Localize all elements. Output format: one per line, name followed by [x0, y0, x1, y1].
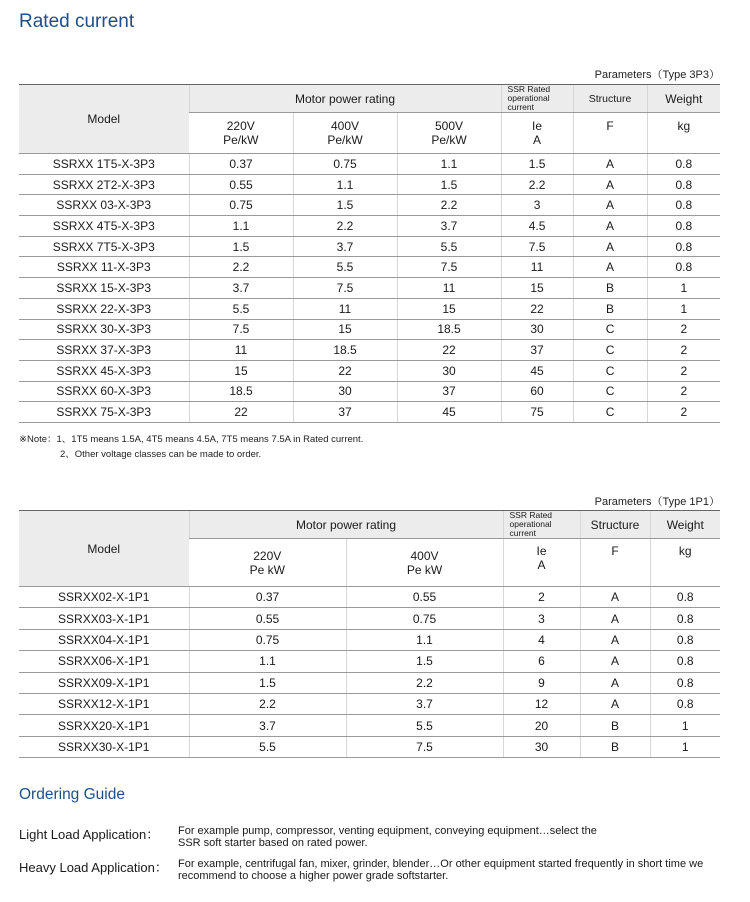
value-cell: 0.8: [647, 236, 720, 257]
structure-header: Structure: [580, 511, 650, 539]
ssr-current-header: SSR Rated operational current: [503, 511, 580, 539]
value-cell: 2.2: [397, 195, 501, 216]
value-cell: 1: [647, 298, 720, 319]
value-cell: 0.8: [647, 174, 720, 195]
value-cell: A: [573, 154, 647, 175]
value-cell: 2: [647, 340, 720, 361]
value-cell: 45: [397, 402, 501, 423]
value-cell: 22: [501, 298, 573, 319]
value-cell: B: [580, 715, 650, 736]
value-cell: A: [580, 651, 650, 672]
table-row: [19, 629, 720, 650]
value-cell: 3: [503, 608, 580, 629]
table-row: [19, 195, 720, 216]
model-cell: SSRXX02-X-1P1: [19, 587, 189, 608]
table-row: [19, 298, 720, 319]
light-load-text: For example pump, compressor, venting equipment, conveying equipment…select the SSR soft starter based on rated power.: [178, 825, 597, 849]
value-cell: 7.5: [397, 257, 501, 278]
value-cell: 11: [293, 298, 397, 319]
value-cell: 6: [503, 651, 580, 672]
model-cell: SSRXX 11-X-3P3: [19, 257, 189, 278]
model-cell: SSRXX 7T5-X-3P3: [19, 236, 189, 257]
model-cell: SSRXX 75-X-3P3: [19, 402, 189, 423]
model-cell: SSRXX 37-X-3P3: [19, 340, 189, 361]
value-cell: 0.37: [189, 154, 293, 175]
model-cell: SSRXX 1T5-X-3P3: [19, 154, 189, 175]
value-cell: 1.1: [346, 629, 503, 650]
table-row: [19, 736, 720, 757]
table2-params-label: Parameters（Type 1P1）: [594, 496, 720, 508]
value-cell: 3: [501, 195, 573, 216]
value-cell: 15: [501, 278, 573, 299]
value-cell: 0.8: [647, 154, 720, 175]
motor-power-header: Motor power rating: [189, 85, 501, 113]
sub-header-f: F: [573, 113, 647, 154]
table-row: [19, 651, 720, 672]
table-row: [19, 216, 720, 237]
value-cell: 11: [397, 278, 501, 299]
value-cell: 0.8: [650, 629, 720, 650]
sub-header-kg: kg: [647, 113, 720, 154]
page-title: Rated current: [19, 11, 135, 32]
model-cell: SSRXX04-X-1P1: [19, 629, 189, 650]
value-cell: C: [573, 402, 647, 423]
value-cell: 1.5: [346, 651, 503, 672]
value-cell: 2: [647, 360, 720, 381]
value-cell: 20: [503, 715, 580, 736]
weight-header: Weight: [650, 511, 720, 539]
value-cell: 3.7: [397, 216, 501, 237]
model-cell: SSRXX 2T2-X-3P3: [19, 174, 189, 195]
value-cell: B: [573, 298, 647, 319]
value-cell: 0.55: [346, 587, 503, 608]
value-cell: 11: [189, 340, 293, 361]
value-cell: 1: [647, 278, 720, 299]
value-cell: 15: [397, 298, 501, 319]
value-cell: 1.5: [189, 672, 346, 693]
sub-header-ie: Ie A: [503, 539, 580, 587]
model-cell: SSRXX 03-X-3P3: [19, 195, 189, 216]
value-cell: B: [573, 278, 647, 299]
value-cell: 2.2: [501, 174, 573, 195]
value-cell: A: [580, 629, 650, 650]
value-cell: 3.7: [189, 278, 293, 299]
value-cell: 37: [293, 402, 397, 423]
value-cell: 3.7: [293, 236, 397, 257]
value-cell: 18.5: [189, 381, 293, 402]
value-cell: 2: [647, 319, 720, 340]
table-row: [19, 587, 720, 608]
value-cell: 1: [650, 715, 720, 736]
value-cell: 0.8: [650, 672, 720, 693]
model-cell: SSRXX 4T5-X-3P3: [19, 216, 189, 237]
sub-header-kg: kg: [650, 539, 720, 587]
model-header: Model: [19, 85, 189, 154]
value-cell: 0.8: [647, 216, 720, 237]
table-row: [19, 672, 720, 693]
model-cell: SSRXX 30-X-3P3: [19, 319, 189, 340]
table-row: [19, 360, 720, 381]
note-line-2: 2、Other voltage classes can be made to order.: [60, 449, 262, 460]
value-cell: A: [573, 216, 647, 237]
value-cell: C: [573, 360, 647, 381]
sub-header-f: F: [580, 539, 650, 587]
value-cell: 1.1: [397, 154, 501, 175]
value-cell: 1.5: [501, 154, 573, 175]
table-row: [19, 154, 720, 175]
table-row: [19, 319, 720, 340]
value-cell: 4.5: [501, 216, 573, 237]
weight-header: Weight: [647, 85, 720, 113]
value-cell: 7.5: [293, 278, 397, 299]
value-cell: 2.2: [189, 693, 346, 714]
table-row: [19, 257, 720, 278]
value-cell: A: [573, 236, 647, 257]
value-cell: 0.75: [189, 629, 346, 650]
model-header: Model: [19, 511, 189, 587]
model-cell: SSRXX09-X-1P1: [19, 672, 189, 693]
sub-header-400v: 400V Pe kW: [346, 539, 503, 587]
value-cell: 2.2: [189, 257, 293, 278]
table1-params-label: Parameters（Type 3P3）: [594, 69, 720, 81]
table-row: [19, 715, 720, 736]
value-cell: 0.55: [189, 608, 346, 629]
table-row: [19, 174, 720, 195]
value-cell: 0.8: [647, 195, 720, 216]
value-cell: 2: [647, 402, 720, 423]
table-row: [19, 402, 720, 423]
value-cell: A: [580, 672, 650, 693]
rated-current-table-1p1: [19, 510, 720, 758]
value-cell: 0.8: [647, 257, 720, 278]
value-cell: A: [580, 587, 650, 608]
sub-header-ie: Ie A: [501, 113, 573, 154]
value-cell: 0.8: [650, 608, 720, 629]
value-cell: 0.55: [189, 174, 293, 195]
value-cell: 0.75: [293, 154, 397, 175]
value-cell: 5.5: [397, 236, 501, 257]
sub-header-500v: 500V Pe/kW: [397, 113, 501, 154]
value-cell: A: [573, 257, 647, 278]
value-cell: 15: [189, 360, 293, 381]
value-cell: 22: [397, 340, 501, 361]
model-cell: SSRXX 15-X-3P3: [19, 278, 189, 299]
value-cell: 18.5: [293, 340, 397, 361]
value-cell: 0.8: [650, 651, 720, 672]
sub-header-220v: 220V Pe kW: [189, 539, 346, 587]
value-cell: 2.2: [346, 672, 503, 693]
value-cell: 9: [503, 672, 580, 693]
value-cell: 2: [503, 587, 580, 608]
motor-power-header: Motor power rating: [189, 511, 503, 539]
table-row: [19, 278, 720, 299]
value-cell: 22: [293, 360, 397, 381]
note-line-1: ※Note：1、1T5 means 1.5A, 4T5 means 4.5A, 7T5 means 7.5A in Rated current.: [19, 434, 364, 445]
value-cell: 4: [503, 629, 580, 650]
value-cell: 5.5: [346, 715, 503, 736]
value-cell: 1.1: [293, 174, 397, 195]
value-cell: 37: [501, 340, 573, 361]
sub-header-220v: 220V Pe/kW: [189, 113, 293, 154]
value-cell: 1.1: [189, 216, 293, 237]
heavy-load-text: For example, centrifugal fan, mixer, grinder, blender…Or other equipment started frequently in short time we recommend to choose a higher power grade softstarter.: [178, 858, 704, 882]
value-cell: A: [580, 608, 650, 629]
model-cell: SSRXX06-X-1P1: [19, 651, 189, 672]
value-cell: 7.5: [501, 236, 573, 257]
value-cell: 0.37: [189, 587, 346, 608]
value-cell: 0.75: [189, 195, 293, 216]
value-cell: 0.8: [650, 587, 720, 608]
ordering-guide-title: Ordering Guide: [19, 786, 125, 803]
value-cell: 15: [293, 319, 397, 340]
value-cell: 1.5: [189, 236, 293, 257]
table-row: [19, 236, 720, 257]
value-cell: 22: [189, 402, 293, 423]
value-cell: 18.5: [397, 319, 501, 340]
value-cell: C: [573, 340, 647, 361]
value-cell: 12: [503, 693, 580, 714]
value-cell: A: [573, 174, 647, 195]
value-cell: 11: [501, 257, 573, 278]
value-cell: 1.5: [397, 174, 501, 195]
heavy-load-label: Heavy Load Application：: [19, 860, 168, 875]
model-cell: SSRXX12-X-1P1: [19, 693, 189, 714]
light-load-label: Light Load Application：: [19, 827, 160, 842]
value-cell: 5.5: [293, 257, 397, 278]
value-cell: 5.5: [189, 298, 293, 319]
value-cell: A: [573, 195, 647, 216]
value-cell: 3.7: [346, 693, 503, 714]
value-cell: A: [580, 693, 650, 714]
table-row: [19, 608, 720, 629]
model-cell: SSRXX 60-X-3P3: [19, 381, 189, 402]
table-row: [19, 381, 720, 402]
rated-current-table-3p3: [19, 84, 720, 423]
value-cell: C: [573, 381, 647, 402]
value-cell: 1.1: [189, 651, 346, 672]
structure-header: Structure: [573, 85, 647, 113]
value-cell: 5.5: [189, 736, 346, 757]
sub-header-400v: 400V Pe/kW: [293, 113, 397, 154]
model-cell: SSRXX20-X-1P1: [19, 715, 189, 736]
value-cell: 30: [501, 319, 573, 340]
value-cell: 0.8: [650, 693, 720, 714]
value-cell: 2.2: [293, 216, 397, 237]
value-cell: 60: [501, 381, 573, 402]
value-cell: 7.5: [346, 736, 503, 757]
value-cell: 7.5: [189, 319, 293, 340]
table-row: [19, 693, 720, 714]
value-cell: 1: [650, 736, 720, 757]
table-row: [19, 340, 720, 361]
value-cell: 75: [501, 402, 573, 423]
value-cell: 0.75: [346, 608, 503, 629]
value-cell: 3.7: [189, 715, 346, 736]
value-cell: 45: [501, 360, 573, 381]
model-cell: SSRXX03-X-1P1: [19, 608, 189, 629]
value-cell: 30: [293, 381, 397, 402]
model-cell: SSRXX 45-X-3P3: [19, 360, 189, 381]
value-cell: 30: [397, 360, 501, 381]
ssr-current-header: SSR Rated operational current: [501, 85, 573, 113]
value-cell: C: [573, 319, 647, 340]
value-cell: B: [580, 736, 650, 757]
model-cell: SSRXX30-X-1P1: [19, 736, 189, 757]
value-cell: 1.5: [293, 195, 397, 216]
value-cell: 37: [397, 381, 501, 402]
model-cell: SSRXX 22-X-3P3: [19, 298, 189, 319]
value-cell: 2: [647, 381, 720, 402]
value-cell: 30: [503, 736, 580, 757]
